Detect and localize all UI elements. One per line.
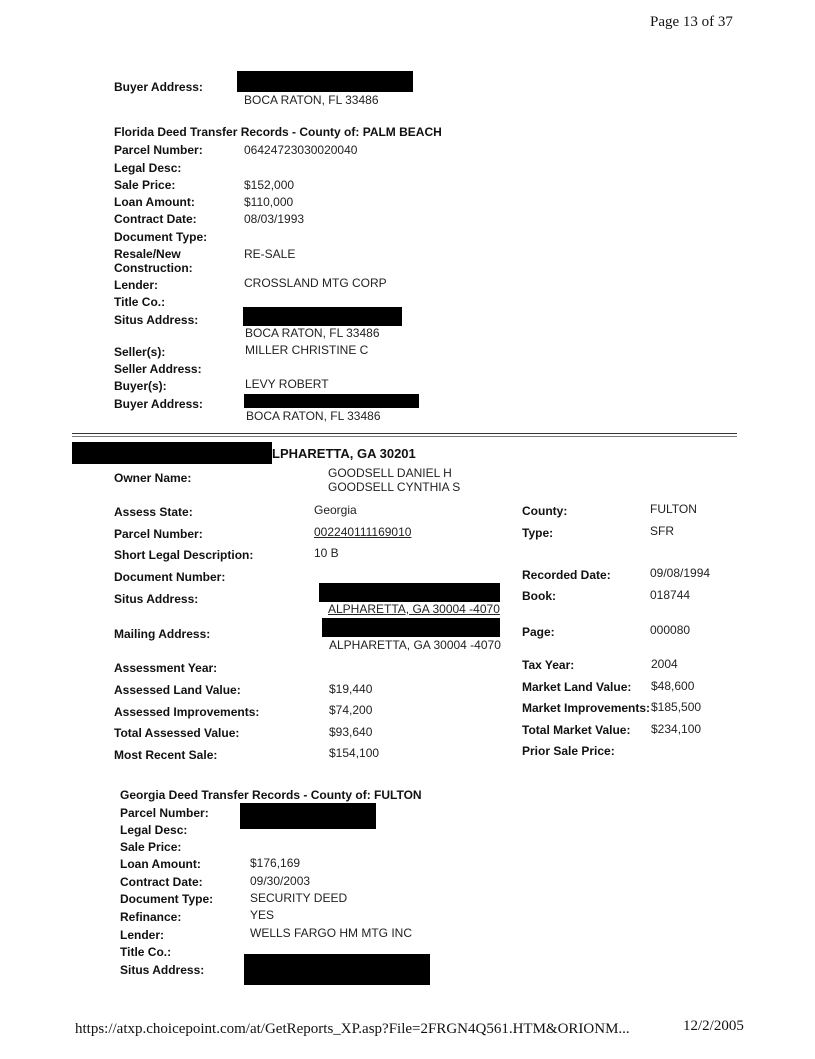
fl-buyers-label: Buyer(s): [114, 379, 167, 393]
market-land-value: $48,600 [651, 679, 695, 693]
owner-name-label: Owner Name: [114, 471, 192, 485]
fl-contract-date-value: 08/03/1993 [244, 212, 305, 226]
fl-resale-value: RE-SALE [244, 247, 296, 261]
fl-deed-heading: Florida Deed Transfer Records - County of: PALM BEACH [114, 125, 442, 139]
total-assessed-value: $93,640 [329, 725, 373, 739]
ga-sale-price-label: Sale Price: [120, 840, 182, 854]
fl-legal-desc-label: Legal Desc: [114, 161, 182, 175]
fl-contract-date-label: Contract Date: [114, 212, 197, 226]
assessment-year-label: Assessment Year: [114, 661, 218, 675]
tax-year-label: Tax Year: [522, 658, 575, 672]
ga-legal-desc-label: Legal Desc: [120, 823, 188, 837]
ga-title-co-label: Title Co.: [120, 945, 172, 959]
situs-address-value: ALPHARETTA, GA 30004 -4070 [328, 602, 500, 616]
section-divider [72, 433, 737, 434]
fl-parcel-value: 06424723030020040 [244, 143, 358, 157]
county-value: FULTON [650, 502, 697, 516]
redaction-block [322, 618, 500, 637]
fl-resale-label: Resale/New Construction: [114, 247, 193, 275]
ga-contract-date-label: Contract Date: [120, 875, 203, 889]
book-label: Book: [522, 589, 556, 603]
market-improvements-label: Market Improvements: [522, 701, 651, 715]
redaction-block [319, 583, 500, 602]
total-market-value: $234,100 [651, 722, 702, 736]
assessed-improvements-label: Assessed Improvements: [114, 705, 260, 719]
redaction-block [244, 394, 419, 408]
fl-sellers-value: MILLER CHRISTINE C [245, 343, 369, 357]
ga-document-type-value: SECURITY DEED [250, 891, 348, 905]
ga-situs-address-label: Situs Address: [120, 963, 205, 977]
market-land-label: Market Land Value: [522, 680, 632, 694]
ga-parcel-label: Parcel Number: [120, 806, 209, 820]
buyer-address-city: BOCA RATON, FL 33486 [244, 93, 379, 107]
type-value: SFR [650, 524, 674, 538]
short-legal-value: 10 B [314, 546, 339, 560]
assessed-improvements-value: $74,200 [329, 703, 373, 717]
fl-buyers-value: LEVY ROBERT [245, 377, 329, 391]
fl-buyer-address-label: Buyer Address: [114, 397, 203, 411]
mailing-address-value: ALPHARETTA, GA 30004 -4070 [329, 638, 501, 652]
redaction-block [240, 803, 376, 829]
owner-name-value: GOODSELL DANIEL H GOODSELL CYNTHIA S [328, 466, 461, 494]
fl-parcel-label: Parcel Number: [114, 143, 203, 157]
short-legal-label: Short Legal Description: [114, 548, 254, 562]
most-recent-sale-label: Most Recent Sale: [114, 748, 218, 762]
recorded-date-label: Recorded Date: [522, 568, 611, 582]
redaction-block [237, 71, 413, 92]
recorded-date-value: 09/08/1994 [650, 566, 711, 580]
assess-state-label: Assess State: [114, 505, 193, 519]
ga-refinance-label: Refinance: [120, 910, 182, 924]
tax-year-value: 2004 [651, 657, 678, 671]
fl-lender-value: CROSSLAND MTG CORP [244, 276, 387, 290]
total-assessed-label: Total Assessed Value: [114, 726, 240, 740]
document-number-label: Document Number: [114, 570, 226, 584]
fl-sale-price-label: Sale Price: [114, 178, 176, 192]
fl-document-type-label: Document Type: [114, 230, 208, 244]
county-label: County: [522, 504, 568, 518]
fl-sale-price-value: $152,000 [244, 178, 295, 192]
fl-situs-address-label: Situs Address: [114, 313, 199, 327]
ga-loan-amount-label: Loan Amount: [120, 857, 201, 871]
section-divider [72, 436, 737, 437]
fl-seller-address-label: Seller Address: [114, 362, 202, 376]
assessed-land-value: $19,440 [329, 682, 373, 696]
market-improvements-value: $185,500 [651, 700, 702, 714]
prior-sale-price-label: Prior Sale Price: [522, 744, 615, 758]
ga-contract-date-value: 09/30/2003 [250, 874, 311, 888]
redaction-block [243, 307, 402, 326]
page-value: 000080 [650, 623, 691, 637]
fl-sellers-label: Seller(s): [114, 345, 166, 359]
ga-lender-label: Lender: [120, 928, 165, 942]
fl-loan-amount-label: Loan Amount: [114, 195, 195, 209]
footer-date: 12/2/2005 [683, 1018, 744, 1034]
most-recent-sale-value: $154,100 [329, 746, 380, 760]
total-market-label: Total Market Value: [522, 723, 631, 737]
type-label: Type: [522, 526, 554, 540]
book-value: 018744 [650, 588, 691, 602]
ga-document-type-label: Document Type: [120, 892, 214, 906]
redaction-block [72, 442, 272, 464]
fl-loan-amount-value: $110,000 [244, 195, 294, 209]
fl-title-co-label: Title Co.: [114, 295, 166, 309]
assess-state-value: Georgia [314, 503, 357, 517]
page-indicator: Page 13 of 37 [650, 14, 733, 30]
parcel-number-label: Parcel Number: [114, 527, 203, 541]
ga-refinance-value: YES [250, 908, 275, 922]
situs-address-label: Situs Address: [114, 592, 199, 606]
mailing-address-label: Mailing Address: [114, 627, 211, 641]
property-header-address: LPHARETTA, GA 30201 [272, 446, 416, 461]
assessed-land-label: Assessed Land Value: [114, 683, 241, 697]
fl-situs-address-value: BOCA RATON, FL 33486 [245, 326, 380, 340]
fl-buyer-address-value: BOCA RATON, FL 33486 [246, 409, 381, 423]
footer-url: https://atxp.choicepoint.com/at/GetReports_XP.asp?File=2FRGN4Q561.HTM&ORIONM... [75, 1021, 630, 1037]
redaction-block [244, 954, 430, 985]
ga-lender-value: WELLS FARGO HM MTG INC [250, 926, 413, 940]
parcel-number-value: 002240111169010 [314, 525, 412, 539]
ga-loan-amount-value: $176,169 [250, 856, 301, 870]
ga-deed-heading: Georgia Deed Transfer Records - County of: FULTON [120, 788, 422, 802]
fl-lender-label: Lender: [114, 278, 159, 292]
page-label: Page: [522, 625, 555, 639]
buyer-address-label: Buyer Address: [114, 80, 203, 94]
